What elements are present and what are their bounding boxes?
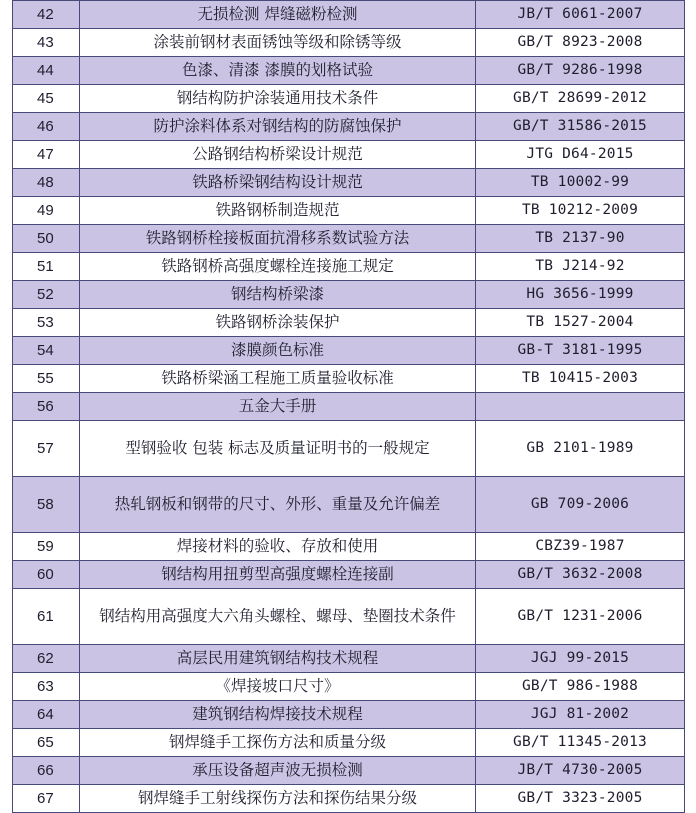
standard-code-cell: TB 10212-2009: [476, 197, 685, 225]
row-number-cell: 64: [13, 701, 80, 729]
standard-code-cell: GB/T 31586-2015: [476, 113, 685, 141]
standard-name-cell: 铁路钢桥栓接板面抗滑移系数试验方法: [80, 225, 476, 253]
standard-code-cell: JGJ 81-2002: [476, 701, 685, 729]
standard-code-cell: GB 709-2006: [476, 477, 685, 533]
standard-name-cell: 钢结构用高强度大六角头螺栓、螺母、垫圈技术条件: [80, 589, 476, 645]
row-number-cell: 63: [13, 673, 80, 701]
row-number-cell: 62: [13, 645, 80, 673]
standard-name-cell: 漆膜颜色标准: [80, 337, 476, 365]
standard-code-cell: GB/T 11345-2013: [476, 729, 685, 757]
row-number-cell: 51: [13, 253, 80, 281]
table-row: [13, 1, 685, 29]
table-row: [13, 533, 685, 561]
standard-name-cell: 铁路桥梁钢结构设计规范: [80, 169, 476, 197]
standard-name-cell: 高层民用建筑钢结构技术规程: [80, 645, 476, 673]
standard-name-cell: 铁路钢桥涂装保护: [80, 309, 476, 337]
table-row: [13, 169, 685, 197]
standard-name-cell: 钢结构用扭剪型高强度螺栓连接副: [80, 561, 476, 589]
standard-name-cell: 铁路钢桥制造规范: [80, 197, 476, 225]
table-row: [13, 645, 685, 673]
table-row: [13, 673, 685, 701]
standard-name-cell: 五金大手册: [80, 393, 476, 421]
standard-code-cell: [476, 393, 685, 421]
standard-name-cell: 焊接材料的验收、存放和使用: [80, 533, 476, 561]
table-row: [13, 141, 685, 169]
table-row: [13, 561, 685, 589]
table-row: [13, 393, 685, 421]
standard-code-cell: JTG D64-2015: [476, 141, 685, 169]
standard-code-cell: GB/T 3632-2008: [476, 561, 685, 589]
table-row: [13, 701, 685, 729]
standard-code-cell: GB/T 3323-2005: [476, 785, 685, 813]
standard-name-cell: 无损检测 焊缝磁粉检测: [80, 1, 476, 29]
row-number-cell: 60: [13, 561, 80, 589]
standard-name-cell: 防护涂料体系对钢结构的防腐蚀保护: [80, 113, 476, 141]
standard-code-cell: GB/T 9286-1998: [476, 57, 685, 85]
table-row: [13, 589, 685, 645]
standard-code-cell: GB/T 28699-2012: [476, 85, 685, 113]
row-number-cell: 47: [13, 141, 80, 169]
standard-code-cell: GB/T 8923-2008: [476, 29, 685, 57]
table-row: [13, 337, 685, 365]
row-number-cell: 45: [13, 85, 80, 113]
standard-code-cell: TB 1527-2004: [476, 309, 685, 337]
row-number-cell: 54: [13, 337, 80, 365]
table-row: [13, 309, 685, 337]
row-number-cell: 48: [13, 169, 80, 197]
standard-code-cell: TB 10002-99: [476, 169, 685, 197]
standard-code-cell: JB/T 6061-2007: [476, 1, 685, 29]
standard-name-cell: 钢焊缝手工探伤方法和质量分级: [80, 729, 476, 757]
standards-table-body: [13, 1, 685, 813]
standard-name-cell: 涂装前钢材表面锈蚀等级和除锈等级: [80, 29, 476, 57]
row-number-cell: 42: [13, 1, 80, 29]
row-number-cell: 43: [13, 29, 80, 57]
standard-code-cell: JB/T 4730-2005: [476, 757, 685, 785]
table-row: [13, 57, 685, 85]
row-number-cell: 61: [13, 589, 80, 645]
row-number-cell: 56: [13, 393, 80, 421]
table-row: [13, 253, 685, 281]
table-row: [13, 365, 685, 393]
standard-name-cell: 公路钢结构桥梁设计规范: [80, 141, 476, 169]
standard-code-cell: GB/T 986-1988: [476, 673, 685, 701]
standard-name-cell: 钢焊缝手工射线探伤方法和探伤结果分级: [80, 785, 476, 813]
row-number-cell: 67: [13, 785, 80, 813]
table-row: [13, 729, 685, 757]
standard-name-cell: 建筑钢结构焊接技术规程: [80, 701, 476, 729]
table-row: [13, 785, 685, 813]
standard-code-cell: TB 2137-90: [476, 225, 685, 253]
standard-code-cell: GB-T 3181-1995: [476, 337, 685, 365]
standard-name-cell: 钢结构防护涂装通用技术条件: [80, 85, 476, 113]
standard-code-cell: TB 10415-2003: [476, 365, 685, 393]
standard-name-cell: 钢结构桥梁漆: [80, 281, 476, 309]
table-row: [13, 281, 685, 309]
table-row: [13, 225, 685, 253]
standard-name-cell: 承压设备超声波无损检测: [80, 757, 476, 785]
row-number-cell: 59: [13, 533, 80, 561]
table-row: [13, 477, 685, 533]
row-number-cell: 46: [13, 113, 80, 141]
standard-code-cell: HG 3656-1999: [476, 281, 685, 309]
row-number-cell: 65: [13, 729, 80, 757]
standard-name-cell: 铁路桥梁涵工程施工质量验收标准: [80, 365, 476, 393]
row-number-cell: 50: [13, 225, 80, 253]
table-row: [13, 29, 685, 57]
standard-name-cell: 色漆、清漆 漆膜的划格试验: [80, 57, 476, 85]
standard-name-cell: 铁路钢桥高强度螺栓连接施工规定: [80, 253, 476, 281]
standard-name-cell: 型钢验收 包装 标志及质量证明书的一般规定: [80, 421, 476, 477]
row-number-cell: 66: [13, 757, 80, 785]
table-row: [13, 85, 685, 113]
standards-table: [12, 0, 685, 813]
row-number-cell: 58: [13, 477, 80, 533]
row-number-cell: 55: [13, 365, 80, 393]
row-number-cell: 44: [13, 57, 80, 85]
row-number-cell: 52: [13, 281, 80, 309]
table-row: [13, 113, 685, 141]
row-number-cell: 53: [13, 309, 80, 337]
standard-code-cell: CBZ39-1987: [476, 533, 685, 561]
table-row: [13, 197, 685, 225]
standard-code-cell: GB 2101-1989: [476, 421, 685, 477]
table-row: [13, 421, 685, 477]
table-row: [13, 757, 685, 785]
standard-code-cell: GB/T 1231-2006: [476, 589, 685, 645]
row-number-cell: 49: [13, 197, 80, 225]
standard-name-cell: 热轧钢板和钢带的尺寸、外形、重量及允许偏差: [80, 477, 476, 533]
row-number-cell: 57: [13, 421, 80, 477]
standard-name-cell: 《焊接坡口尺寸》: [80, 673, 476, 701]
standard-code-cell: TB J214-92: [476, 253, 685, 281]
standard-code-cell: JGJ 99-2015: [476, 645, 685, 673]
